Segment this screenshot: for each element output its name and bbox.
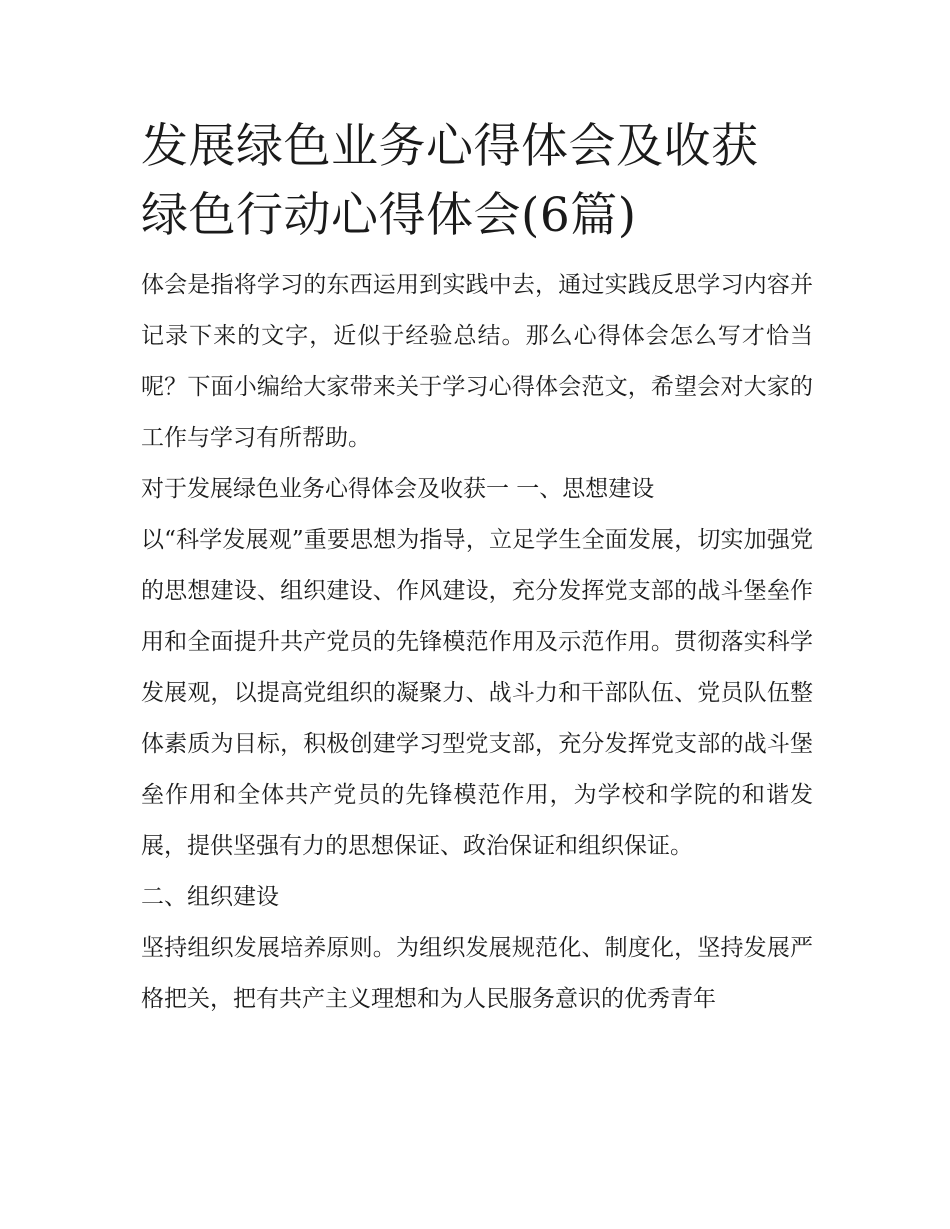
ideology-paragraph: 以“科学发展观”重要思想为指导，立足学生全面发展，切实加强党的思想建设、组织建设、作风建设，充分发挥党支部的战斗堡垒作用和全面提升共产党员的先锋模范作用及示范作用。贯彻落实科学发展观，以提高党组织的凝聚力、战斗力和干部队伍、党员队伍整体素质为目标，积极创建学习型党支部，充分发挥党支部的战斗堡垒作用和全体共产党员的先锋模范作用，为学校和学院的和谐发展，提供坚强有力的思想保证、政治保证和组织保证。 — [141, 527, 813, 859]
section-heading-ideology: 对于发展绿色业务心得体会及收获一 一、思想建设 — [141, 476, 655, 502]
title-line-1: 发展绿色业务心得体会及收获 — [141, 119, 759, 174]
document-body — [141, 260, 813, 1025]
document-page — [141, 112, 813, 1025]
intro-paragraph: 体会是指将学习的东西运用到实践中去，通过实践反思学习内容并记录下来的文字，近似于经验总结。那么心得体会怎么写才恰当呢？下面小编给大家带来关于学习心得体会范文，希望会对大家的工作与学习有所帮助。 — [141, 272, 813, 451]
document-title — [141, 112, 813, 250]
section-heading-organization: 二、组织建设 — [141, 884, 279, 910]
title-line-2: 绿色行动心得体会(6篇) — [141, 188, 637, 243]
organization-paragraph: 坚持组织发展培养原则。为组织发展规范化、制度化，坚持发展严格把关，把有共产主义理想和为人民服务意识的优秀青年 — [141, 935, 813, 1012]
